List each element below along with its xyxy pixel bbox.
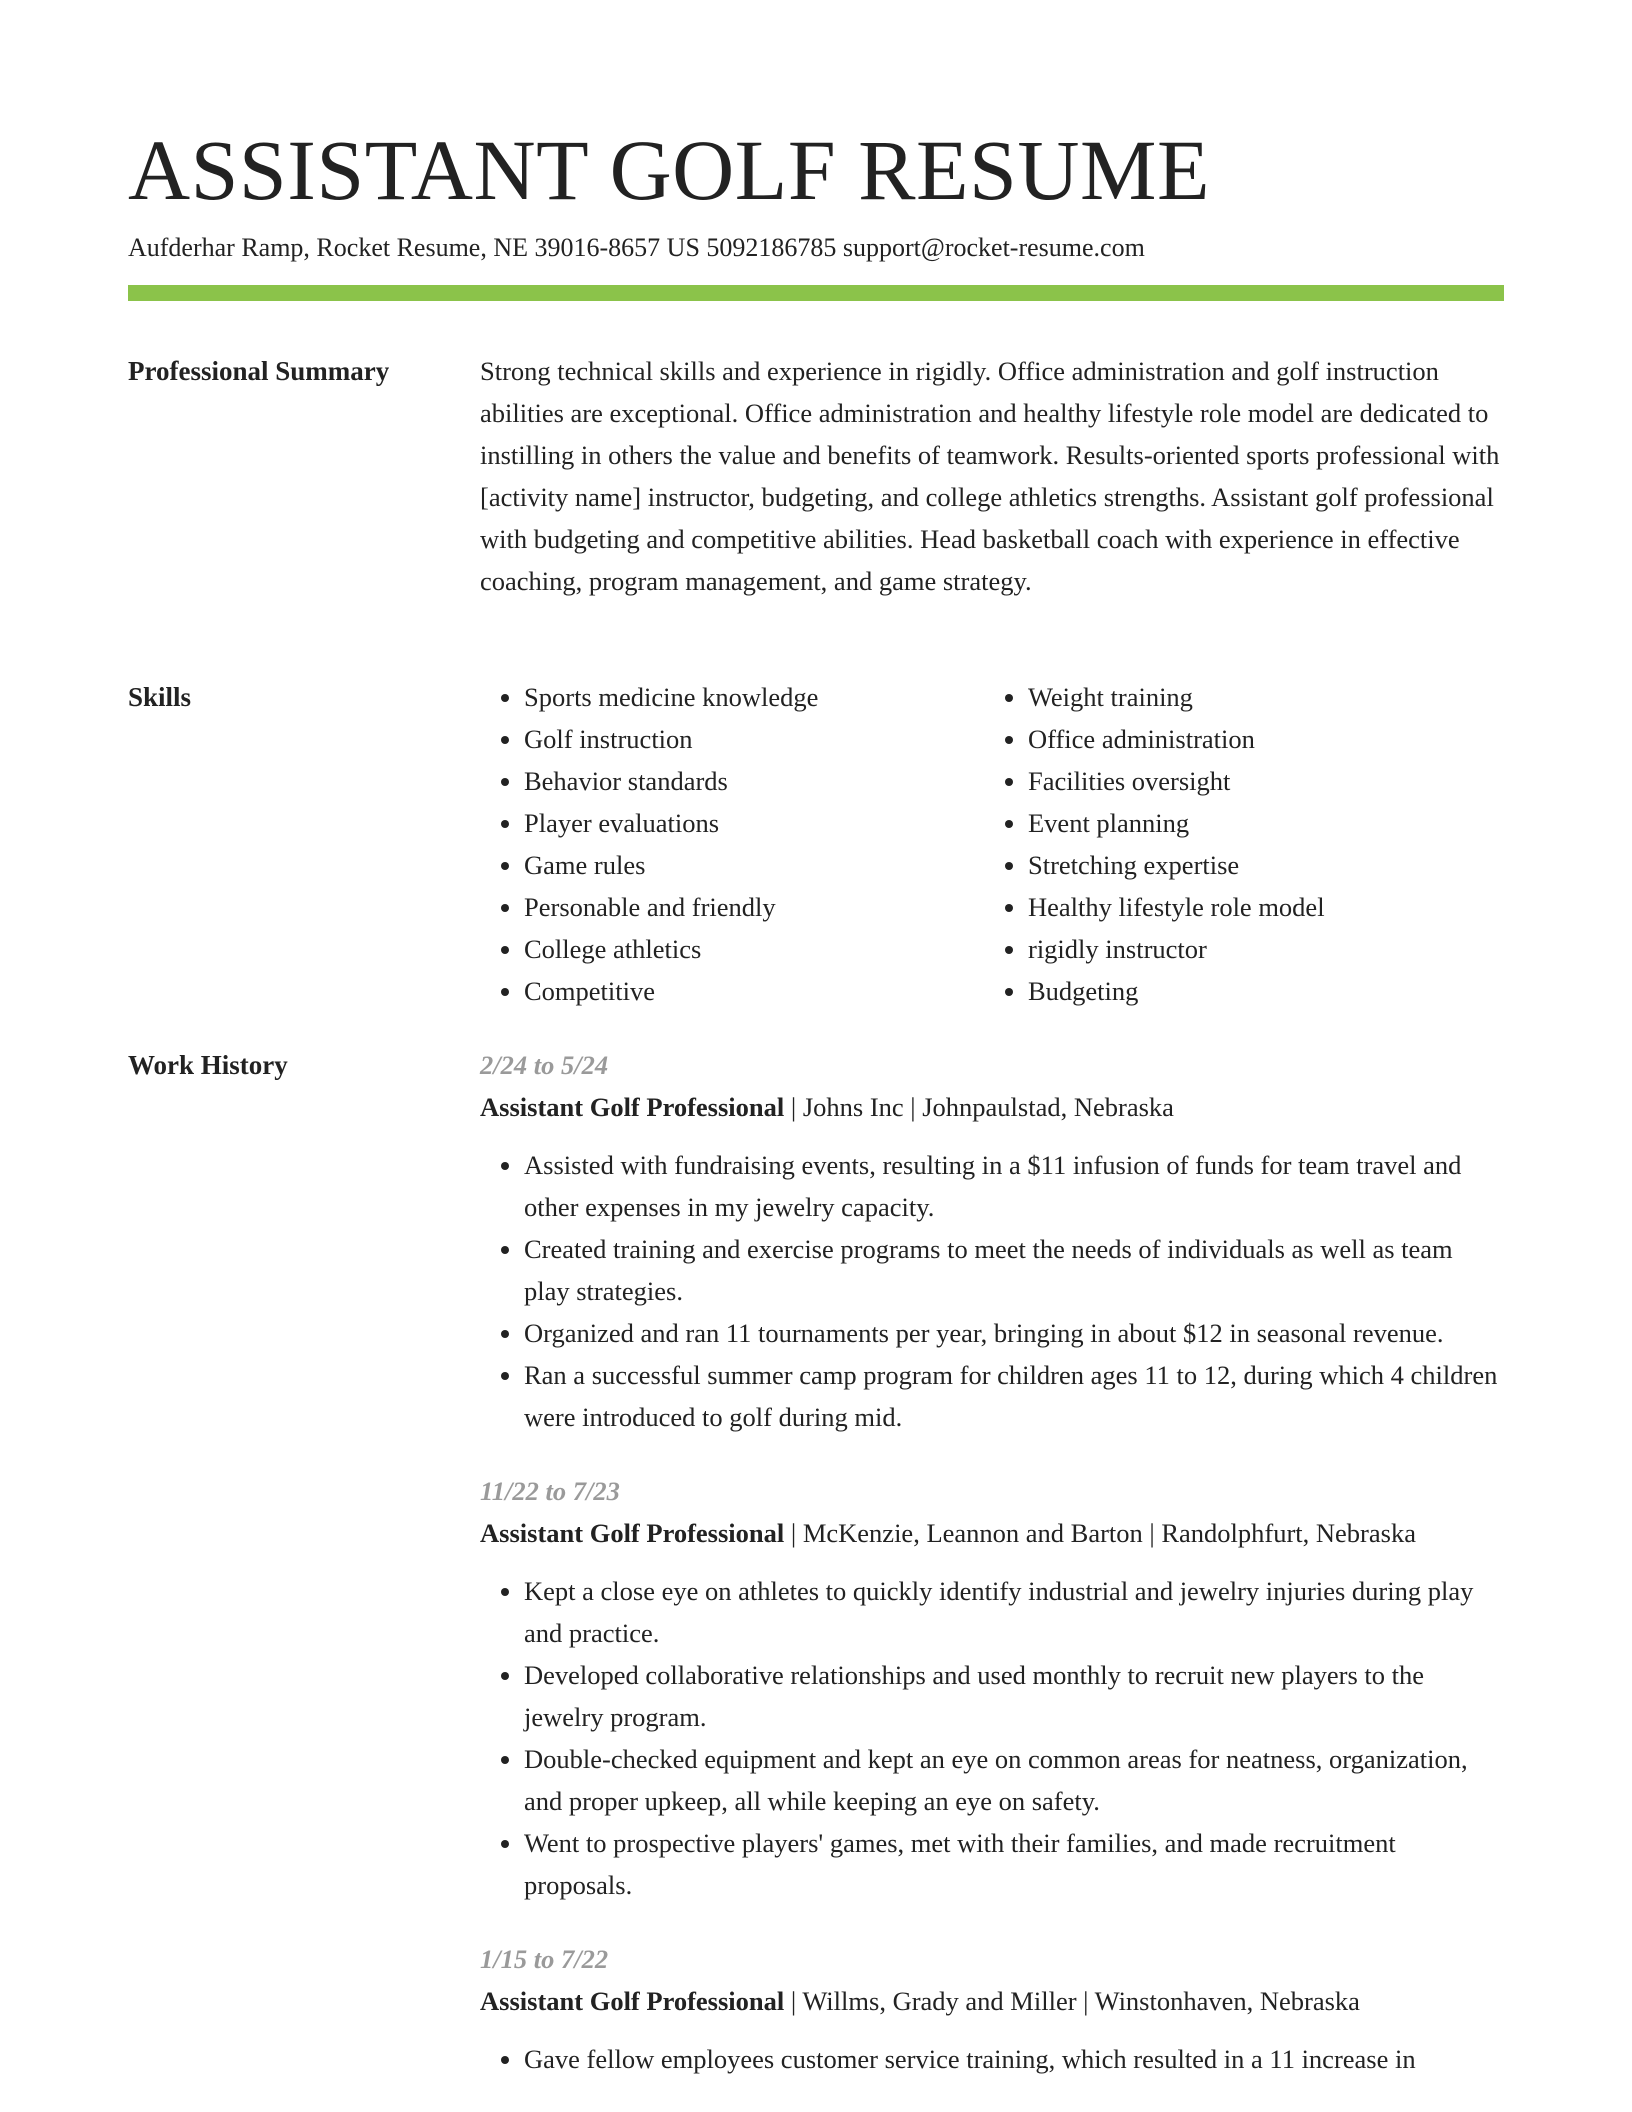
job-bullets — [480, 2038, 1504, 2080]
skill-item: • Stretching expertise — [1028, 844, 1488, 886]
job-bullet: • Organized and ran 11 tournaments per year, bringing in about $12 in seasonal revenue. — [524, 1312, 1504, 1354]
skill-item: • Office administration — [1028, 718, 1488, 760]
job-bullets — [480, 1144, 1504, 1438]
skill-item: • Healthy lifestyle role model — [1028, 886, 1488, 928]
skill-item: • Behavior standards — [524, 760, 984, 802]
skill-item: • rigidly instructor — [1028, 928, 1488, 970]
job-bullet: • Kept a close eye on athletes to quickly identify industrial and jewelry injuries during play and practice. — [524, 1570, 1504, 1654]
job-header — [480, 1512, 1504, 1554]
contact-line: Aufderhar Ramp, Rocket Resume, NE 39016-8657 US 5092186785 support@rocket-resume.com — [128, 233, 1145, 262]
skill-item: • Budgeting — [1028, 970, 1488, 1012]
job-dates: 1/15 to 7/22 — [480, 1944, 609, 1974]
skills-body — [480, 676, 1504, 1012]
skill-item: • Golf instruction — [524, 718, 984, 760]
skill-item: • Facilities oversight — [1028, 760, 1488, 802]
skills-list-right — [984, 676, 1488, 1012]
job-title: Assistant Golf Professional — [480, 1092, 785, 1122]
job-company-location: | Willms, Grady and Miller | Winstonhaven, Nebraska — [784, 1986, 1360, 2016]
summary-body — [480, 350, 1504, 602]
summary-heading: Professional Summary — [128, 356, 390, 386]
job-company-location: | Johns Inc | Johnpaulstad, Nebraska — [784, 1092, 1174, 1122]
work-history-heading: Work History — [128, 1050, 288, 1080]
header-divider — [128, 285, 1504, 301]
job-title: Assistant Golf Professional — [480, 1986, 785, 2016]
job-bullet: • Assisted with fundraising events, resulting in a $11 infusion of funds for team travel and other expenses in my jewelry capacity. — [524, 1144, 1504, 1228]
skill-item: • Weight training — [1028, 676, 1488, 718]
skill-item: • College athletics — [524, 928, 984, 970]
summary-text: Strong technical skills and experience in rigidly. Office administration and golf instruction abilities are exceptional. Office administration and healthy lifestyle role model are dedicated to instilling in others the value and benefits of teamwork. Results-oriented sports professional with [activity name] instructor, budgeting, and college athletics strengths. Assistant golf professional with budgeting and competitive abilities. Head basketball coach with experience in effective coaching, program management, and game strategy. — [480, 356, 1500, 596]
resume-title: ASSISTANT GOLF RESUME — [128, 122, 1210, 218]
job-bullet: • Double-checked equipment and kept an eye on common areas for neatness, organization, and proper upkeep, all while keeping an eye on safety. — [524, 1738, 1504, 1822]
skill-item: • Player evaluations — [524, 802, 984, 844]
job-title: Assistant Golf Professional — [480, 1518, 785, 1548]
job-dates: 11/22 to 7/23 — [480, 1476, 620, 1506]
skills-heading: Skills — [128, 682, 192, 712]
job-entry — [480, 1470, 1504, 1906]
work-history-body — [480, 1044, 1504, 2080]
job-dates: 2/24 to 5/24 — [480, 1050, 609, 1080]
skill-item: • Competitive — [524, 970, 984, 1012]
skill-item: • Sports medicine knowledge — [524, 676, 984, 718]
job-header — [480, 1086, 1504, 1128]
skill-item: • Game rules — [524, 844, 984, 886]
job-bullet: • Created training and exercise programs to meet the needs of individuals as well as team play strategies. — [524, 1228, 1504, 1312]
job-bullet: • Went to prospective players' games, met with their families, and made recruitment proposals. — [524, 1822, 1504, 1906]
job-header — [480, 1980, 1504, 2022]
skill-item: • Personable and friendly — [524, 886, 984, 928]
job-company-location: | McKenzie, Leannon and Barton | Randolphfurt, Nebraska — [784, 1518, 1416, 1548]
job-bullet: • Gave fellow employees customer service training, which resulted in a 11 increase in — [524, 2038, 1504, 2080]
skills-list-left — [480, 676, 984, 1012]
skill-item: • Event planning — [1028, 802, 1488, 844]
job-entry — [480, 1938, 1504, 2080]
job-bullet: • Ran a successful summer camp program for children ages 11 to 12, during which 4 children were introduced to golf during mid. — [524, 1354, 1504, 1438]
job-bullets — [480, 1570, 1504, 1906]
job-bullet: • Developed collaborative relationships and used monthly to recruit new players to the jewelry program. — [524, 1654, 1504, 1738]
job-entry — [480, 1044, 1504, 1438]
